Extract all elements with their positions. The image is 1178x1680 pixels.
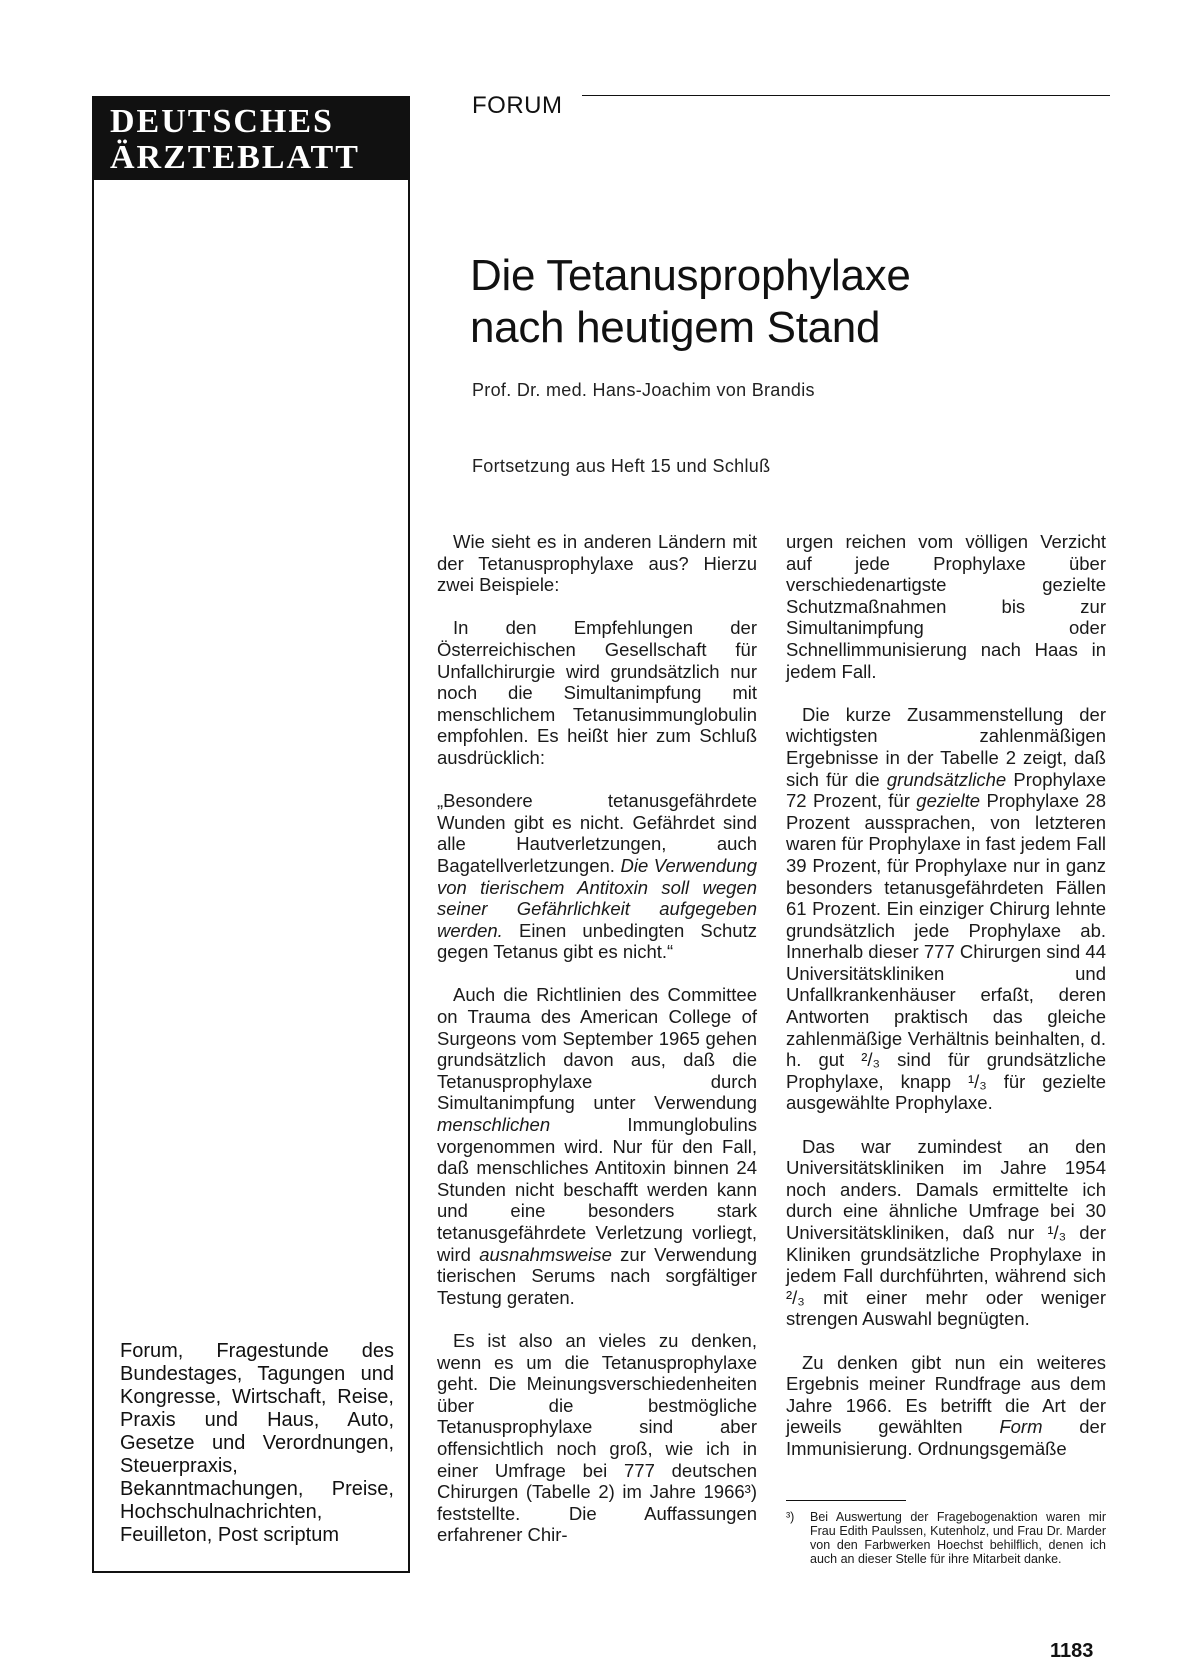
section-label: FORUM (472, 92, 563, 119)
text-run: Einen unbedingten Schutz gegen Tetanus gibt es nicht.“ (437, 919, 757, 963)
paragraph (786, 1352, 1106, 1460)
text-run: Die kurze Zusammenstellung der wichtigsten zahlenmäßigen Ergebnisse in der Tabelle 2 zeigt, daß sich für die (786, 703, 1106, 790)
text-run: „Besondere tetanusgefährdete Wunden gibt es nicht. Gefährdet sind alle Hautverletzungen, auch Bagatellverletzungen. (437, 790, 757, 876)
text-run: Auch die Richtlinien des Committee on Trauma des American College of Surgeons vom September 1965 gehen grundsätzlich davon aus, daß die Tetanusprophylaxe durch Simultanimpfung unter Verwendung (437, 984, 757, 1114)
quote-paragraph (437, 790, 757, 963)
sidebar-section-list: Forum, Fragestunde des Bundestages, Tagungen und Kongresse, Wirtschaft, Reise, Praxis und Haus, Auto, Gesetze und Verordnungen, Steuerpraxis, Bekanntmachungen, Preise, Hochschulnachrichten, Feuilleton, Post scriptum (120, 1340, 394, 1546)
masthead-line-1: DEUTSCHES (110, 103, 334, 140)
text-run: zur Verwendung tierischen Serums nach sorgfältiger Testung geraten. (437, 1243, 758, 1308)
article-title (470, 250, 911, 354)
continuation-note: Fortsetzung aus Heft 15 und Schluß (472, 456, 771, 476)
emphasis-run: Form (999, 1416, 1043, 1438)
body-column-1 (437, 531, 757, 1568)
footnote (786, 1510, 1106, 1566)
masthead-line-2: ÄRZTEBLATT (110, 139, 360, 176)
paragraph: Es ist also an vieles zu denken, wenn es um die Tetanusprophylaxe geht. Die Meinungsverschiedenheiten über die bestmögliche Tetanusprophylaxe sind aber offensichtlich noch groß, wie ich in einer Umfrage bei 777 deutschen Chirurgen (Tabelle 2) im Jahre 1966³) feststellte. Die Auffassungen erfahrener Chir- (437, 1329, 757, 1546)
emphasis-run: grundsätzliche (886, 768, 1007, 790)
header-rule (582, 95, 1110, 96)
paragraph: Wie sieht es in anderen Ländern mit der Tetanusprophylaxe aus? Hierzu zwei Beispiele: (437, 531, 757, 596)
emphasis-run: menschlichen (437, 1114, 551, 1136)
page-number: 1183 (1050, 1640, 1094, 1662)
title-line-2: nach heutigem Stand (470, 303, 881, 352)
text-run: der Immunisierung. Ordnungsgemäße (786, 1416, 1106, 1459)
text-run: Zu denken gibt nun ein weiteres Ergebnis meiner Rundfrage aus dem Jahre 1966. Es betrifft die Art der jeweils gewählten (786, 1351, 1106, 1438)
text-run: Prophylaxe 72 Prozent, für (786, 768, 1106, 812)
paragraph: Das war zumindest an den Universitätskliniken im Jahre 1954 noch anders. Damals ermittelte ich durch eine ähnliche Umfrage bei 30 Universitätskliniken, daß nur ¹/₃ der Kliniken grundsätzliche Prophylaxe in jedem Fall durchführten, während sich ²/₃ mit einer mehr oder weniger strengen Auswahl begnügten. (786, 1135, 1106, 1330)
text-run: Prophylaxe 28 Prozent aussprachen, von letzteren waren für Prophylaxe in fast jedem Fall 39 Prozent, für Prophylaxe nur in ganz besonders tetanusgefährdeten Fällen 61 Prozent. Ein einziger Chirurg lehnte grundsätzlich jede Prophylaxe ab. Innerhalb dieser 777 Chirurgen sind 44 Universitätskliniken und Unfallkrankenhäuser erfaßt, deren Antworten praktisch das gleiche zahlenmäßige Verhältnis beinhalten, d. h. gut ²/₃ sind für grundsätzliche Prophylaxe, knapp ¹/₃ für gezielte ausgewählte Prophylaxe. (786, 790, 1106, 1114)
paragraph: In den Empfehlungen der Österreichischen Gesellschaft für Unfallchirurgie wird grundsätzlich nur noch die Simultanimpfung mit menschlichem Tetanusimmunglobulin empfohlen. Es heißt hier zum Schluß ausdrücklich: (437, 617, 757, 768)
journal-sidebar (92, 96, 410, 1573)
emphasis-run: ausnahmsweise (479, 1243, 612, 1265)
title-line-1: Die Tetanusprophylaxe (470, 251, 911, 300)
paragraph (786, 704, 1106, 1114)
footnote-marker: ³) (786, 1510, 795, 1524)
emphasis-run: gezielte (916, 790, 981, 812)
journal-masthead (94, 98, 408, 180)
footnote-text: Bei Auswertung der Fragebogenaktion waren mir Frau Edith Paulssen, Kutenholz, und Frau Dr. Marder von den Farbwerken Hoechst behilflich, denen ich auch an dieser Stelle für ihre Mitarbeit danke. (810, 1510, 1106, 1566)
paragraph: urgen reichen vom völligen Verzicht auf jede Prophylaxe über verschiedenartigste gezielte Schutzmaßnahmen bis zur Simultanimpfung oder Schnellimmunisierung nach Haas in jedem Fall. (786, 531, 1106, 682)
body-column-2 (786, 531, 1106, 1481)
paragraph (437, 984, 757, 1308)
emphasis-run: Die Verwendung von tierischem Antitoxin soll wegen seiner Gefährlichkeit aufgegeben werden. (437, 854, 757, 941)
text-run: Immunglobulins vorgenommen wird. Nur für den Fall, daß menschliches Antitoxin binnen 24 Stunden nicht beschafft werden kann und eine besonders stark tetanusgefährdete Verletzung vorliegt, wird (437, 1114, 757, 1265)
footnote-rule (786, 1500, 906, 1501)
article-author: Prof. Dr. med. Hans-Joachim von Brandis (472, 380, 815, 400)
